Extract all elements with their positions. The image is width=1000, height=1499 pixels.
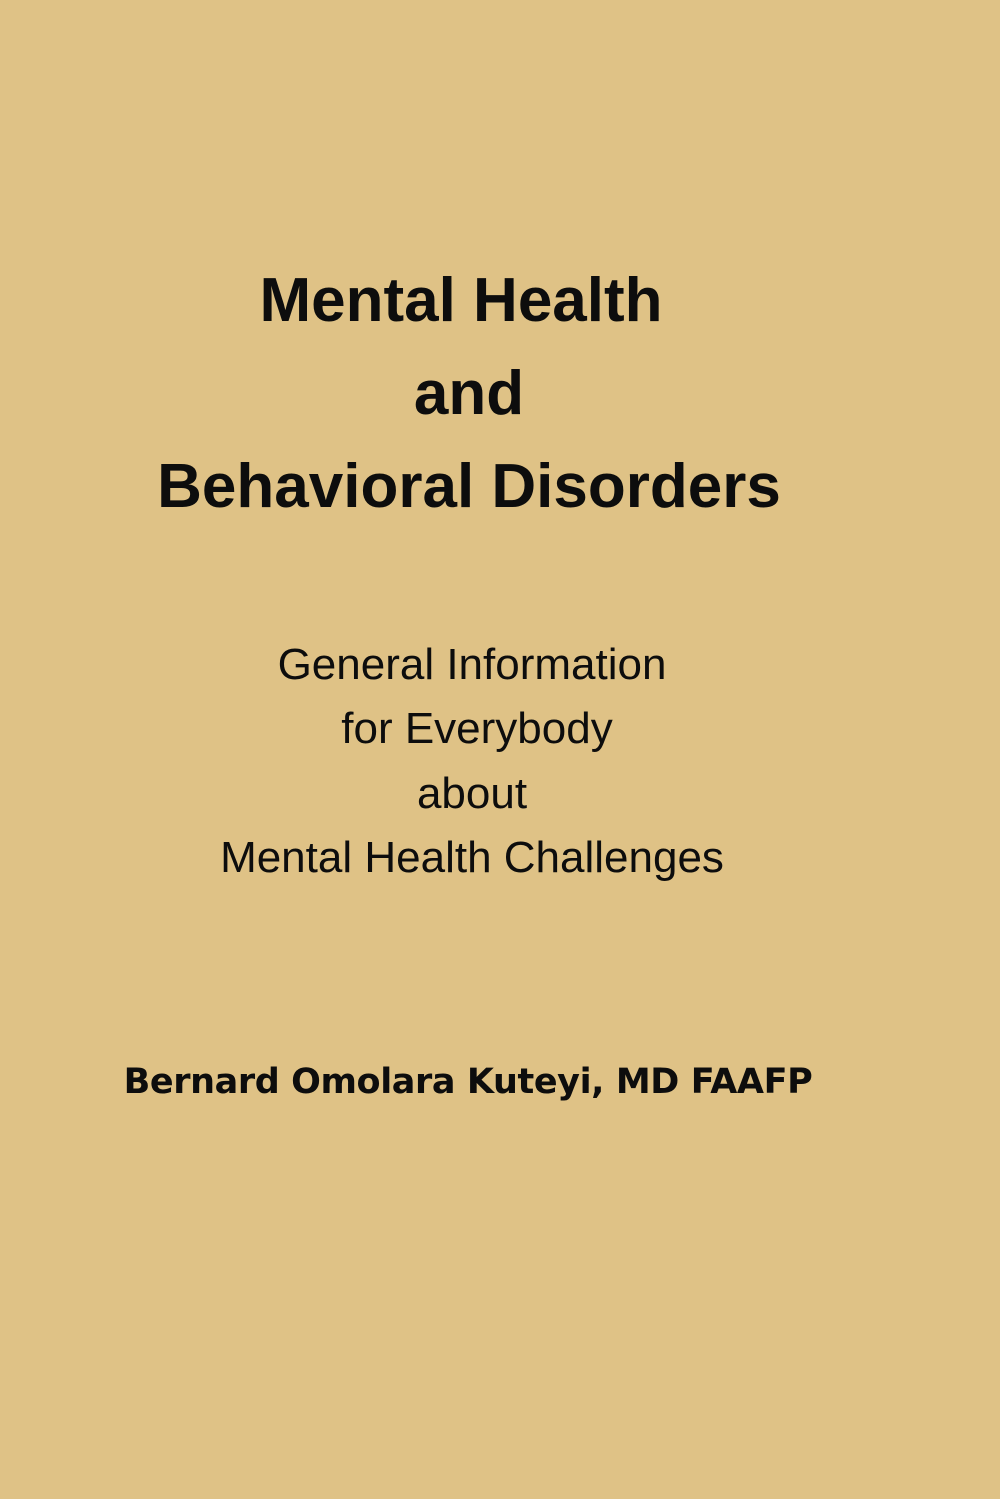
title-line-1: Mental Health [259, 266, 663, 335]
subtitle-line-3: about [416, 769, 528, 818]
title-line-3: Behavioral Disorders [157, 452, 781, 521]
subtitle-line-1: General Information [277, 640, 667, 689]
subtitle-line-2: for Everybody [341, 704, 613, 753]
subtitle-line-4: Mental Health Challenges [220, 833, 724, 882]
title-line-2: and [413, 359, 525, 428]
author-name: Bernard Omolara Kuteyi, MD FAAFP [123, 1062, 813, 1102]
